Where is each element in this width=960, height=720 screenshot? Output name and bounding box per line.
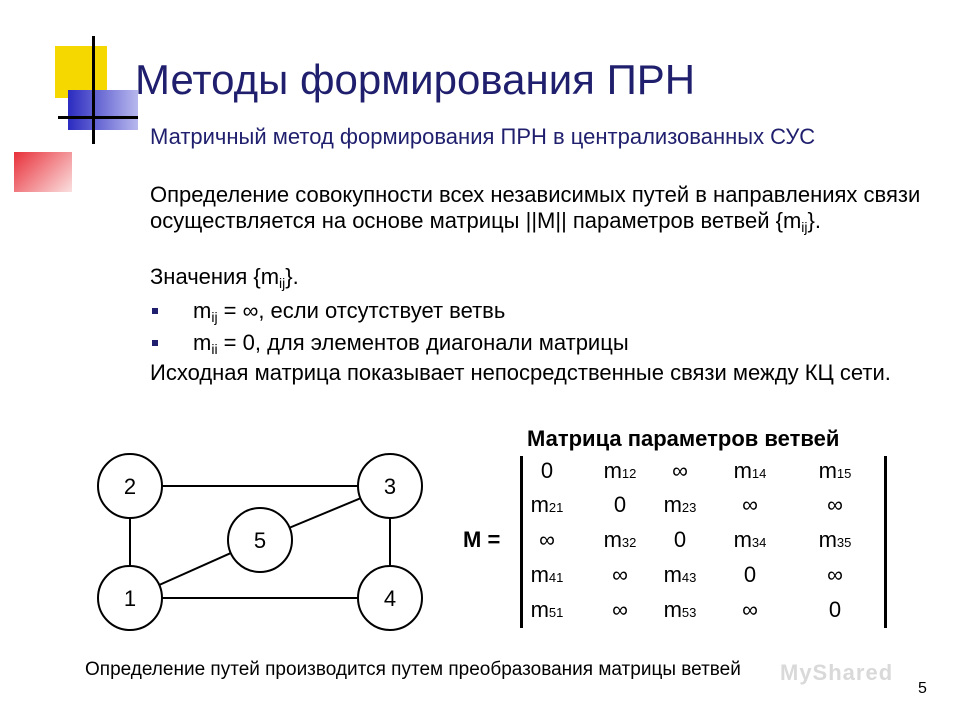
matrix-cell: m23 — [663, 492, 697, 517]
matrix-cell: m32 — [603, 527, 637, 552]
bullet-marker — [152, 340, 158, 346]
bullet-marker — [152, 308, 158, 314]
node-label: 5 — [253, 528, 267, 553]
watermark-logo: MyShared — [780, 660, 894, 685]
matrix-cell: m34 — [733, 527, 767, 552]
page-number: 5 — [918, 680, 927, 697]
matrix-cell: 0 — [743, 562, 757, 587]
matrix-cell: 0 — [540, 458, 554, 483]
matrix-label: M = — [463, 527, 501, 552]
subtitle: Матричный метод формирования ПРН в централизованных СУС — [150, 124, 816, 149]
matrix-cell: 0 — [673, 527, 687, 552]
node-label: 2 — [123, 474, 137, 499]
bullet-item: $m_{ii} = 0$, для элементов диагонали матрицы — [193, 330, 629, 357]
bullet-item: $m_{ij}$ = ∞, если отсутствует ветвь — [193, 298, 506, 325]
matrix-cell: m53 — [663, 597, 697, 622]
matrix-cell: ∞ — [672, 458, 688, 483]
matrix-cell: m51 — [530, 597, 564, 622]
matrix-cell: 0 — [828, 597, 842, 622]
matrix-cell: ∞ — [742, 597, 758, 622]
slide-title: Методы формирования ПРН — [135, 56, 696, 103]
matrix-cell: m21 — [530, 492, 564, 517]
matrix-cell: ∞ — [742, 492, 758, 517]
node-label: 1 — [123, 586, 137, 611]
paragraph-definition: Определение совокупности всех независимых путей в направлениях связи осуществляется на основе матрицы ||M|| параметров ветвей $\{m_{ij}\}$. — [150, 182, 921, 235]
matrix-cell: ∞ — [612, 562, 628, 587]
matrix-cell: ∞ — [827, 492, 843, 517]
matrix-cell: m14 — [733, 458, 767, 483]
network-graph — [90, 448, 440, 648]
matrix-cell: m12 — [603, 458, 637, 483]
matrix-cell: 0 — [613, 492, 627, 517]
matrix-cell: ∞ — [612, 597, 628, 622]
matrix-cell: ∞ — [539, 527, 555, 552]
node-label: 3 — [383, 474, 397, 499]
paragraph-values: Значения $\{m_{ij}\}$. — [150, 264, 299, 291]
node-label: 4 — [383, 586, 397, 611]
matrix-title: Матрица параметров ветвей — [527, 426, 840, 451]
matrix-cell: m43 — [663, 562, 697, 587]
paragraph-matrix-info: Исходная матрица показывает непосредственные связи между КЦ сети. — [150, 360, 891, 385]
matrix-cell: m41 — [530, 562, 564, 587]
matrix-right-bar — [884, 456, 887, 628]
matrix-cell: m15 — [818, 458, 852, 483]
footer-text: Определение путей производится путем преобразования матрицы ветвей — [85, 659, 741, 680]
matrix-cell: ∞ — [827, 562, 843, 587]
matrix-cell: m35 — [818, 527, 852, 552]
